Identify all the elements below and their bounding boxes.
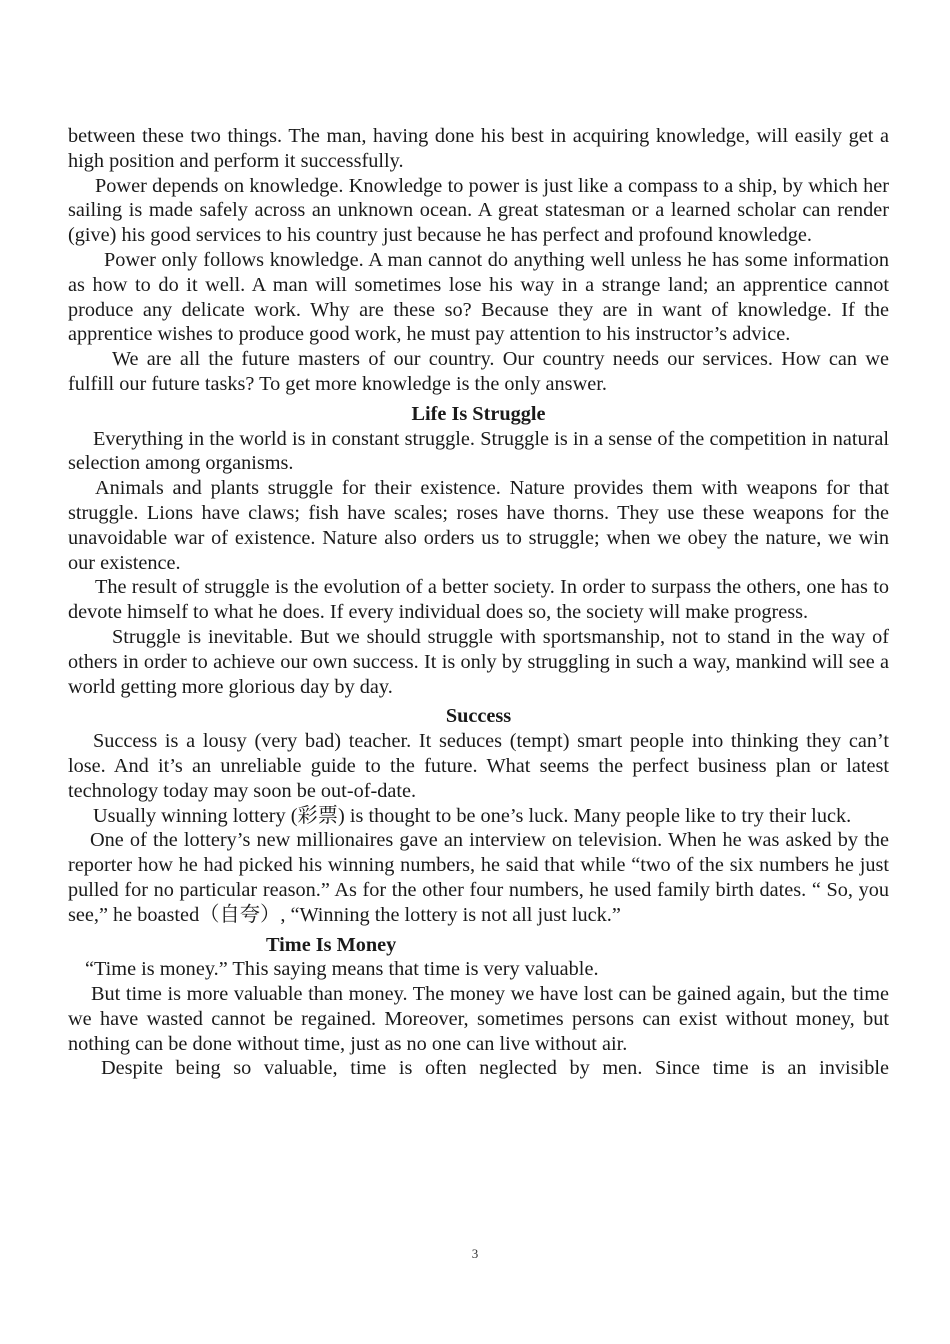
paragraph-struggle-2: Animals and plants struggle for their existence. Nature provides them with weapons for that struggle. Lions have claws; fish have scales; roses have thorns. They use these weapons for the unavoidable war of existence. Nature also orders us to struggle; when we obey the nature, we win our existence. — [68, 477, 889, 574]
paragraph-struggle-4: Struggle is inevitable. But we should struggle with sportsmanship, not to stand in the way of others in order to achieve our own success. It is only by struggling in such a way, mankind will see a world getting more glorious day by day. — [68, 625, 889, 698]
paragraph-knowledge-4: We are all the future masters of our country. Our country needs our services. How can we fulfill our future tasks? To get more knowledge is the only answer. — [68, 348, 889, 395]
paragraph-struggle-3: The result of struggle is the evolution of a better society. In order to surpass the others, one has to devote himself to what he does. If every individual does so, the society will make progress. — [68, 576, 889, 624]
paragraph-knowledge-3: Power only follows knowledge. A man cannot do anything well unless he has some information as how to do it well. A man will sometimes lose his way in a strange land; an apprentice cannot produce any delicate work. Why are these so? Because they are in want of knowledge. If the apprentice wishes to produce good work, he must pay attention to his instructor’s advice. — [68, 248, 889, 346]
paragraph-time-2: But time is more valuable than money. The money we have lost can be gained again, but the time we have wasted cannot be regained. Moreover, sometimes persons can exist without money, but nothing can be done without time, just as no one can live without air. — [68, 983, 889, 1055]
paragraph-success-2: Usually winning lottery (彩票) is thought to be one’s luck. Many people like to try their luck. — [93, 804, 852, 827]
paragraph-knowledge-2: Power depends on knowledge. Knowledge to power is just like a compass to a ship, by which her sailing is made safely across an unknown ocean. A great statesman or a learned scholar can render (give) his good services to his country just because he has perfect and profound knowledge. — [68, 174, 889, 247]
paragraph-time-1: “Time is money.” This saying means that time is very valuable. — [85, 958, 599, 981]
heading-success: Success — [445, 705, 512, 728]
paragraph-knowledge-1: between these two things. The man, having done his best in acquiring knowledge, will easily get a high position and perform it successfully. — [68, 125, 889, 172]
page-number: 3 — [471, 1246, 479, 1261]
paragraph-struggle-1: Everything in the world is in constant struggle. Struggle is in a sense of the competition in natural selection among organisms. — [68, 427, 889, 475]
paragraph-time-3: Despite being so valuable, time is often neglected by men. Since time is an invisible — [101, 1057, 889, 1080]
heading-time-is-money: Time Is Money — [266, 933, 397, 956]
heading-life-is-struggle: Life Is Struggle — [411, 402, 546, 425]
paragraph-success-3: One of the lottery’s new millionaires gave an interview on television. When he was asked by the reporter how he had picked his winning numbers, he said that while “two of the six numbers he just pulled for no particular reason.” As for the other four numbers, he used family birth dates. “ So, you see,” he boasted（自夸）, “Winning the lottery is not all just luck.” — [68, 829, 889, 926]
page-body — [68, 124, 889, 1081]
paragraph-success-1: Success is a lousy (very bad) teacher. It seduces (tempt) smart people into thinking they can’t lose. And it’s an unreliable guide to the future. What seems the perfect business plan or latest technology today may soon be out-of-date. — [68, 730, 889, 802]
